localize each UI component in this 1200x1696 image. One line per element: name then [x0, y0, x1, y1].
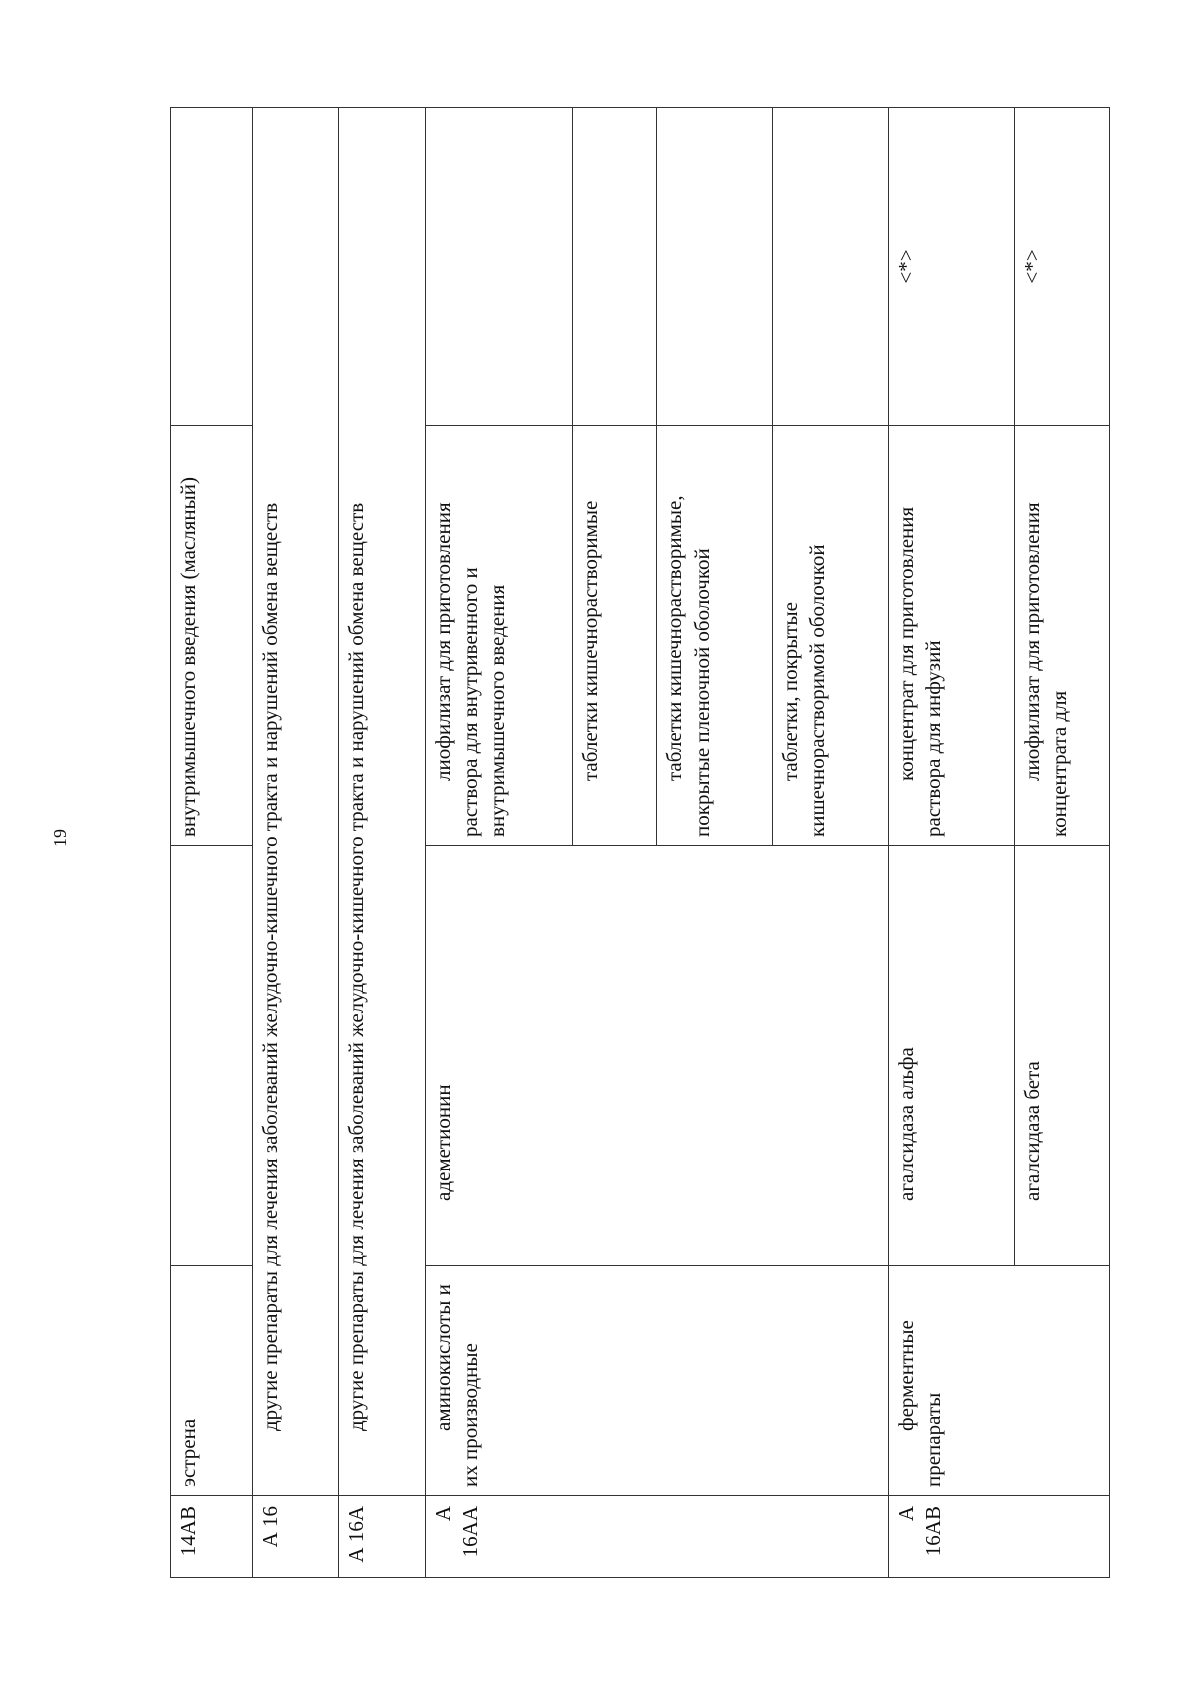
substance-name: адеметионин: [425, 846, 888, 1266]
dosage-form: лиофилизат для приготовления раствора для внутривенного и внутримышечного введения: [425, 426, 572, 846]
note-mark: <*>: [888, 108, 1014, 426]
note-mark: [657, 108, 773, 426]
table-row: [425, 108, 572, 1578]
atc-code: 14АВ: [171, 1496, 253, 1578]
note-mark: [171, 108, 253, 426]
dosage-form: таблетки, покрытые кишечнорастворимой оболочкой: [773, 426, 889, 846]
dosage-form: таблетки кишечнорастворимые, покрытые пленочной оболочкой: [657, 426, 773, 846]
group-name: ферментные препараты: [888, 1266, 1109, 1496]
atc-code: А 16: [253, 1496, 339, 1578]
rotated-table-page: [170, 108, 1110, 1578]
atc-code: А 16АА: [425, 1496, 888, 1578]
note-mark: [773, 108, 889, 426]
dosage-form: таблетки кишечнорастворимые: [573, 426, 657, 846]
note-mark: [573, 108, 657, 426]
table-row: [339, 108, 425, 1578]
group-name: другие препараты для лечения заболеваний желудочно-кишечного тракта и нарушений обмена веществ: [339, 108, 425, 1496]
dosage-form: внутримышечного введения (масляный): [171, 426, 253, 846]
group-name: аминокислоты и их производные: [425, 1266, 888, 1496]
table-row: [171, 108, 253, 1578]
note-mark: <*>: [1015, 108, 1110, 426]
atc-code: А 16А: [339, 1496, 425, 1578]
table-row: [888, 108, 1014, 1578]
drug-table: [170, 107, 1110, 1578]
dosage-form: концентрат для приготовления раствора для инфузий: [888, 426, 1014, 846]
table-row: [253, 108, 339, 1578]
substance-name: агалсидаза альфа: [888, 846, 1014, 1266]
substance-name: агалсидаза бета: [1015, 846, 1110, 1266]
page-number: 19: [50, 829, 70, 847]
group-name: другие препараты для лечения заболеваний желудочно-кишечного тракта и нарушений обмена веществ: [253, 108, 339, 1496]
group-name: эстрена: [171, 1266, 253, 1496]
dosage-form: лиофилизат для приготовления концентрата для: [1015, 426, 1110, 846]
substance-name: [171, 846, 253, 1266]
atc-code: А 16АВ: [888, 1496, 1109, 1578]
note-mark: [425, 108, 572, 426]
